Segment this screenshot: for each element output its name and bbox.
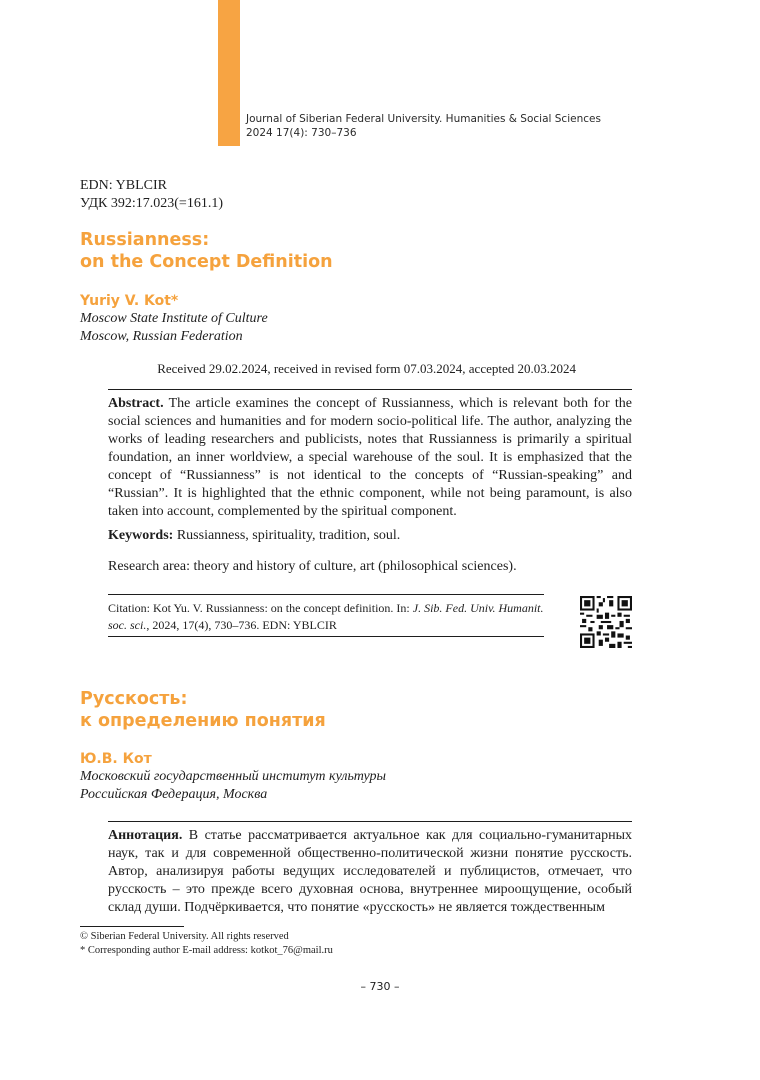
keywords-en: [108, 527, 632, 545]
corresponding-author-note: * Corresponding author E-mail address: kotkot_76@mail.ru: [80, 945, 333, 956]
keywords-en-label: Keywords:: [108, 528, 174, 543]
abstract-ru-text: В статье рассматривается актуальное как для социально-гуманитарных наук, так и для современной общественно-политической жизни понятие русскость. Автор, анализируя работы ведущих исследователей и публицистов, отмечает, что русскость – это прежде всего духовная основа, внутреннее мироощущение, особый склад души. Подчёркивается, что понятие «русскость» не является тождественным: [108, 828, 633, 915]
udk-code: УДК 392:17.023(=161.1): [80, 196, 223, 211]
abstract-en-label: Abstract.: [108, 396, 164, 411]
journal-issue: 2024 17(4): 730–736: [246, 127, 357, 139]
citation-prefix: Citation: Kot Yu. V. Russianness: on the concept definition. In:: [108, 601, 413, 615]
abstract-ru: [108, 827, 632, 917]
citation-suffix: , 2024, 17(4), 730–736. EDN: YBLCIR: [146, 618, 337, 632]
author-ru: Ю.В. Кот: [80, 751, 152, 767]
citation-bottom-rule: [108, 636, 544, 637]
qr-code-icon: [580, 596, 632, 648]
received-dates: Received 29.02.2024, received in revised form 07.03.2024, accepted 20.03.2024: [157, 361, 576, 376]
abstract-ru-top-rule: [108, 821, 632, 822]
journal-color-bar: [218, 0, 240, 146]
title-en-line1: Russianness:: [80, 230, 210, 250]
abstract-ru-label: Аннотация.: [108, 828, 183, 843]
journal-header: [246, 112, 706, 140]
research-area: Research area: theory and history of culture, art (philosophical sciences).: [108, 559, 517, 574]
edn-code: EDN: YBLCIR: [80, 178, 167, 193]
abstract-en-text: The article examines the concept of Russianness, which is relevant both for the social sciences and humanities and for modern socio-political life. The author, analyzing the works of leading researchers and publicists, notes that Russianness is primarily a spiritual foundation, an inner worldview, a special warehouse of the soul. It is emphasized that the concept of “Russianness” is not identical to the concepts of “Russian-speaking” and “Russian”. It is highlighted that the ethnic component, while not being paramount, is also taken into account, complemented by the spiritual component.: [108, 396, 632, 519]
citation-top-rule: [108, 594, 544, 595]
affiliation-en: [80, 310, 268, 346]
affiliation-ru: [80, 768, 386, 804]
title-ru-line1: Русскость:: [80, 689, 188, 709]
journal-name: Journal of Siberian Federal University. Humanities & Social Sciences: [246, 113, 601, 125]
article-title-ru: [80, 688, 680, 732]
abstract-en: [108, 395, 632, 521]
footnotes: [80, 930, 333, 958]
footnote-rule: [80, 926, 184, 927]
keywords-en-text: Russianness, spirituality, tradition, soul.: [176, 528, 401, 543]
author-en: Yuriy V. Kot*: [80, 293, 179, 309]
article-title-en: [80, 229, 680, 273]
affiliation-en-line1: Moscow State Institute of Culture: [80, 311, 268, 326]
abstract-top-rule: [108, 389, 632, 390]
copyright-note: © Siberian Federal University. All rights reserved: [80, 931, 289, 942]
affiliation-en-line2: Moscow, Russian Federation: [80, 329, 243, 344]
title-ru-line2: к определению понятия: [80, 711, 326, 731]
affiliation-ru-line2: Российская Федерация, Москва: [80, 787, 268, 802]
citation-journal: J. Sib. Fed. Univ. Humanit. soc. sci.: [108, 601, 544, 632]
affiliation-ru-line1: Московский государственный институт культуры: [80, 769, 386, 784]
page-number: – 730 –: [360, 980, 400, 993]
article-meta: [80, 177, 223, 213]
title-en-line2: on the Concept Definition: [80, 252, 333, 272]
citation: [108, 600, 548, 634]
